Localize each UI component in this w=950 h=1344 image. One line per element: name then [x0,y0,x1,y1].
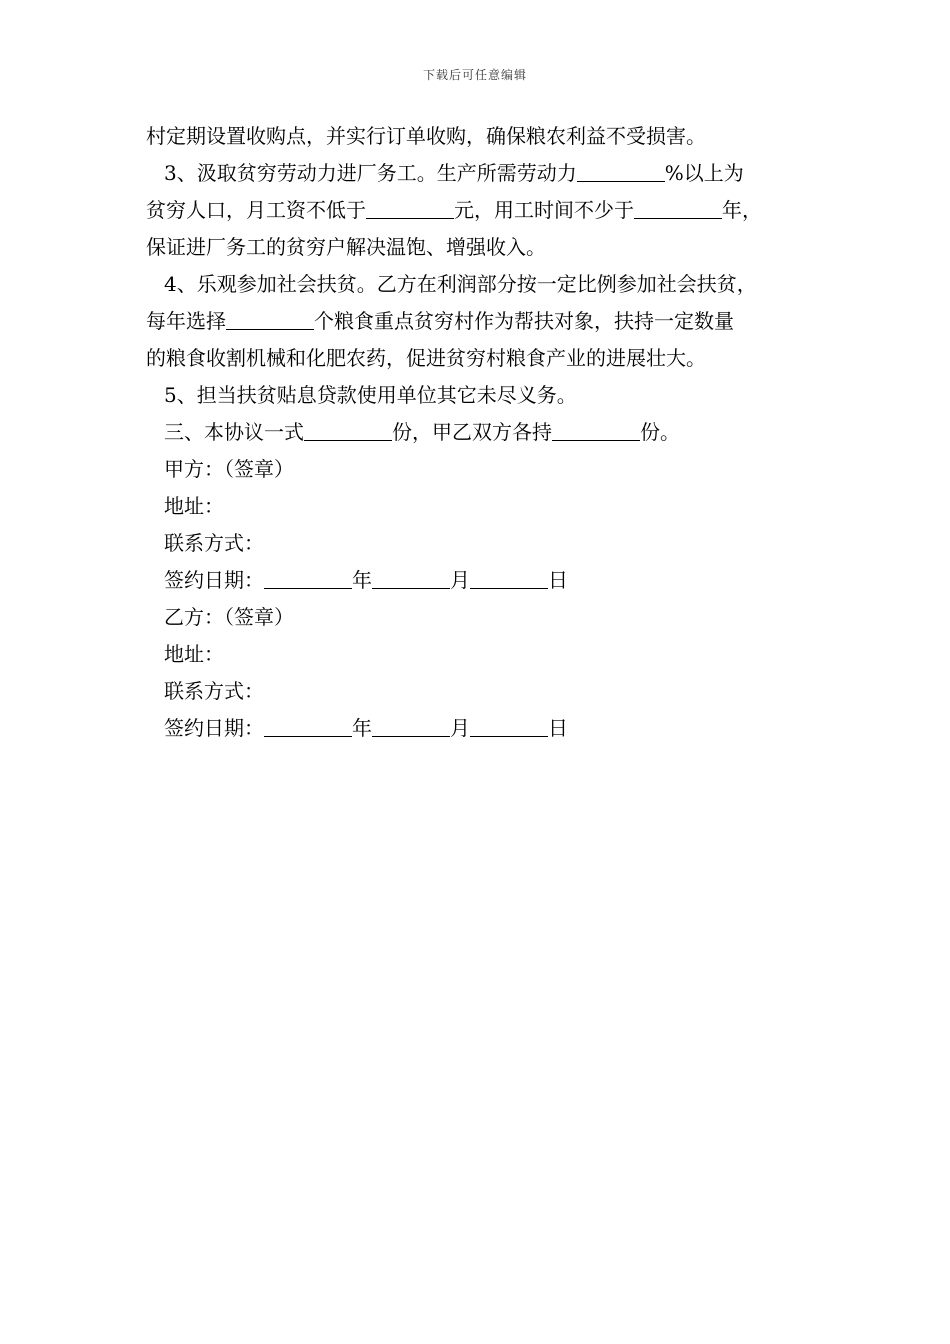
text-run: 份。 [640,420,680,444]
month-blank[interactable] [372,714,450,737]
year-label: 年 [352,716,372,740]
text-run: 每年选择 [146,309,226,333]
fill-in-blank[interactable] [577,159,665,182]
party-b-date [146,710,826,747]
day-label: 日 [548,568,568,592]
text-run: 个粮食重点贫穷村作为帮扶对象，扶持一定数量 [314,309,734,333]
month-blank[interactable] [372,566,450,589]
fill-in-blank[interactable] [304,418,392,441]
paragraph-line [146,155,826,192]
month-label: 月 [450,568,470,592]
text-run: 元，用工时间不少于 [454,198,634,222]
fill-in-blank[interactable] [634,196,722,219]
text-run: 份，甲乙双方各持 [392,420,552,444]
paragraph-line: 村定期设置收购点，并实行订单收购，确保粮农利益不受损害。 [146,124,706,148]
paragraph-line: 4、乐观参加社会扶贫。乙方在利润部分按一定比例参加社会扶贫， [164,272,757,296]
text-run: 三、本协议一式 [164,420,304,444]
date-label: 签约日期： [164,716,264,740]
fill-in-blank[interactable] [552,418,640,441]
text-run: %以上为 [664,161,744,185]
day-label: 日 [548,716,568,740]
party-b-contact: 联系方式： [164,679,264,703]
date-label: 签约日期： [164,568,264,592]
year-blank[interactable] [264,566,352,589]
party-b-title: 乙方：（签章） [164,605,294,629]
text-run: 3、汲取贫穷劳动力进厂务工。生产所需劳动力 [164,161,577,185]
party-a-contact: 联系方式： [164,531,264,555]
paragraph-line: 的粮食收割机械和化肥农药，促进贫穷村粮食产业的进展壮大。 [146,346,706,370]
text-run: 年， [722,198,762,222]
paragraph-line: 保证进厂务工的贫穷户解决温饱、增强收入。 [146,235,546,259]
paragraph-line: 5、担当扶贫贴息贷款使用单位其它未尽义务。 [164,383,577,407]
day-blank[interactable] [470,714,548,737]
party-b-address: 地址： [164,642,224,666]
paragraph-line [146,192,826,229]
paragraph-line [146,414,826,451]
month-label: 月 [450,716,470,740]
year-label: 年 [352,568,372,592]
page-header: 下载后可任意编辑 [422,68,527,82]
paragraph-line [146,303,826,340]
party-a-date [146,562,826,599]
fill-in-blank[interactable] [226,307,314,330]
day-blank[interactable] [470,566,548,589]
party-a-address: 地址： [164,494,224,518]
party-a-title: 甲方：（签章） [164,457,294,481]
fill-in-blank[interactable] [366,196,454,219]
year-blank[interactable] [264,714,352,737]
text-run: 贫穷人口，月工资不低于 [146,198,366,222]
document-body [146,118,826,747]
